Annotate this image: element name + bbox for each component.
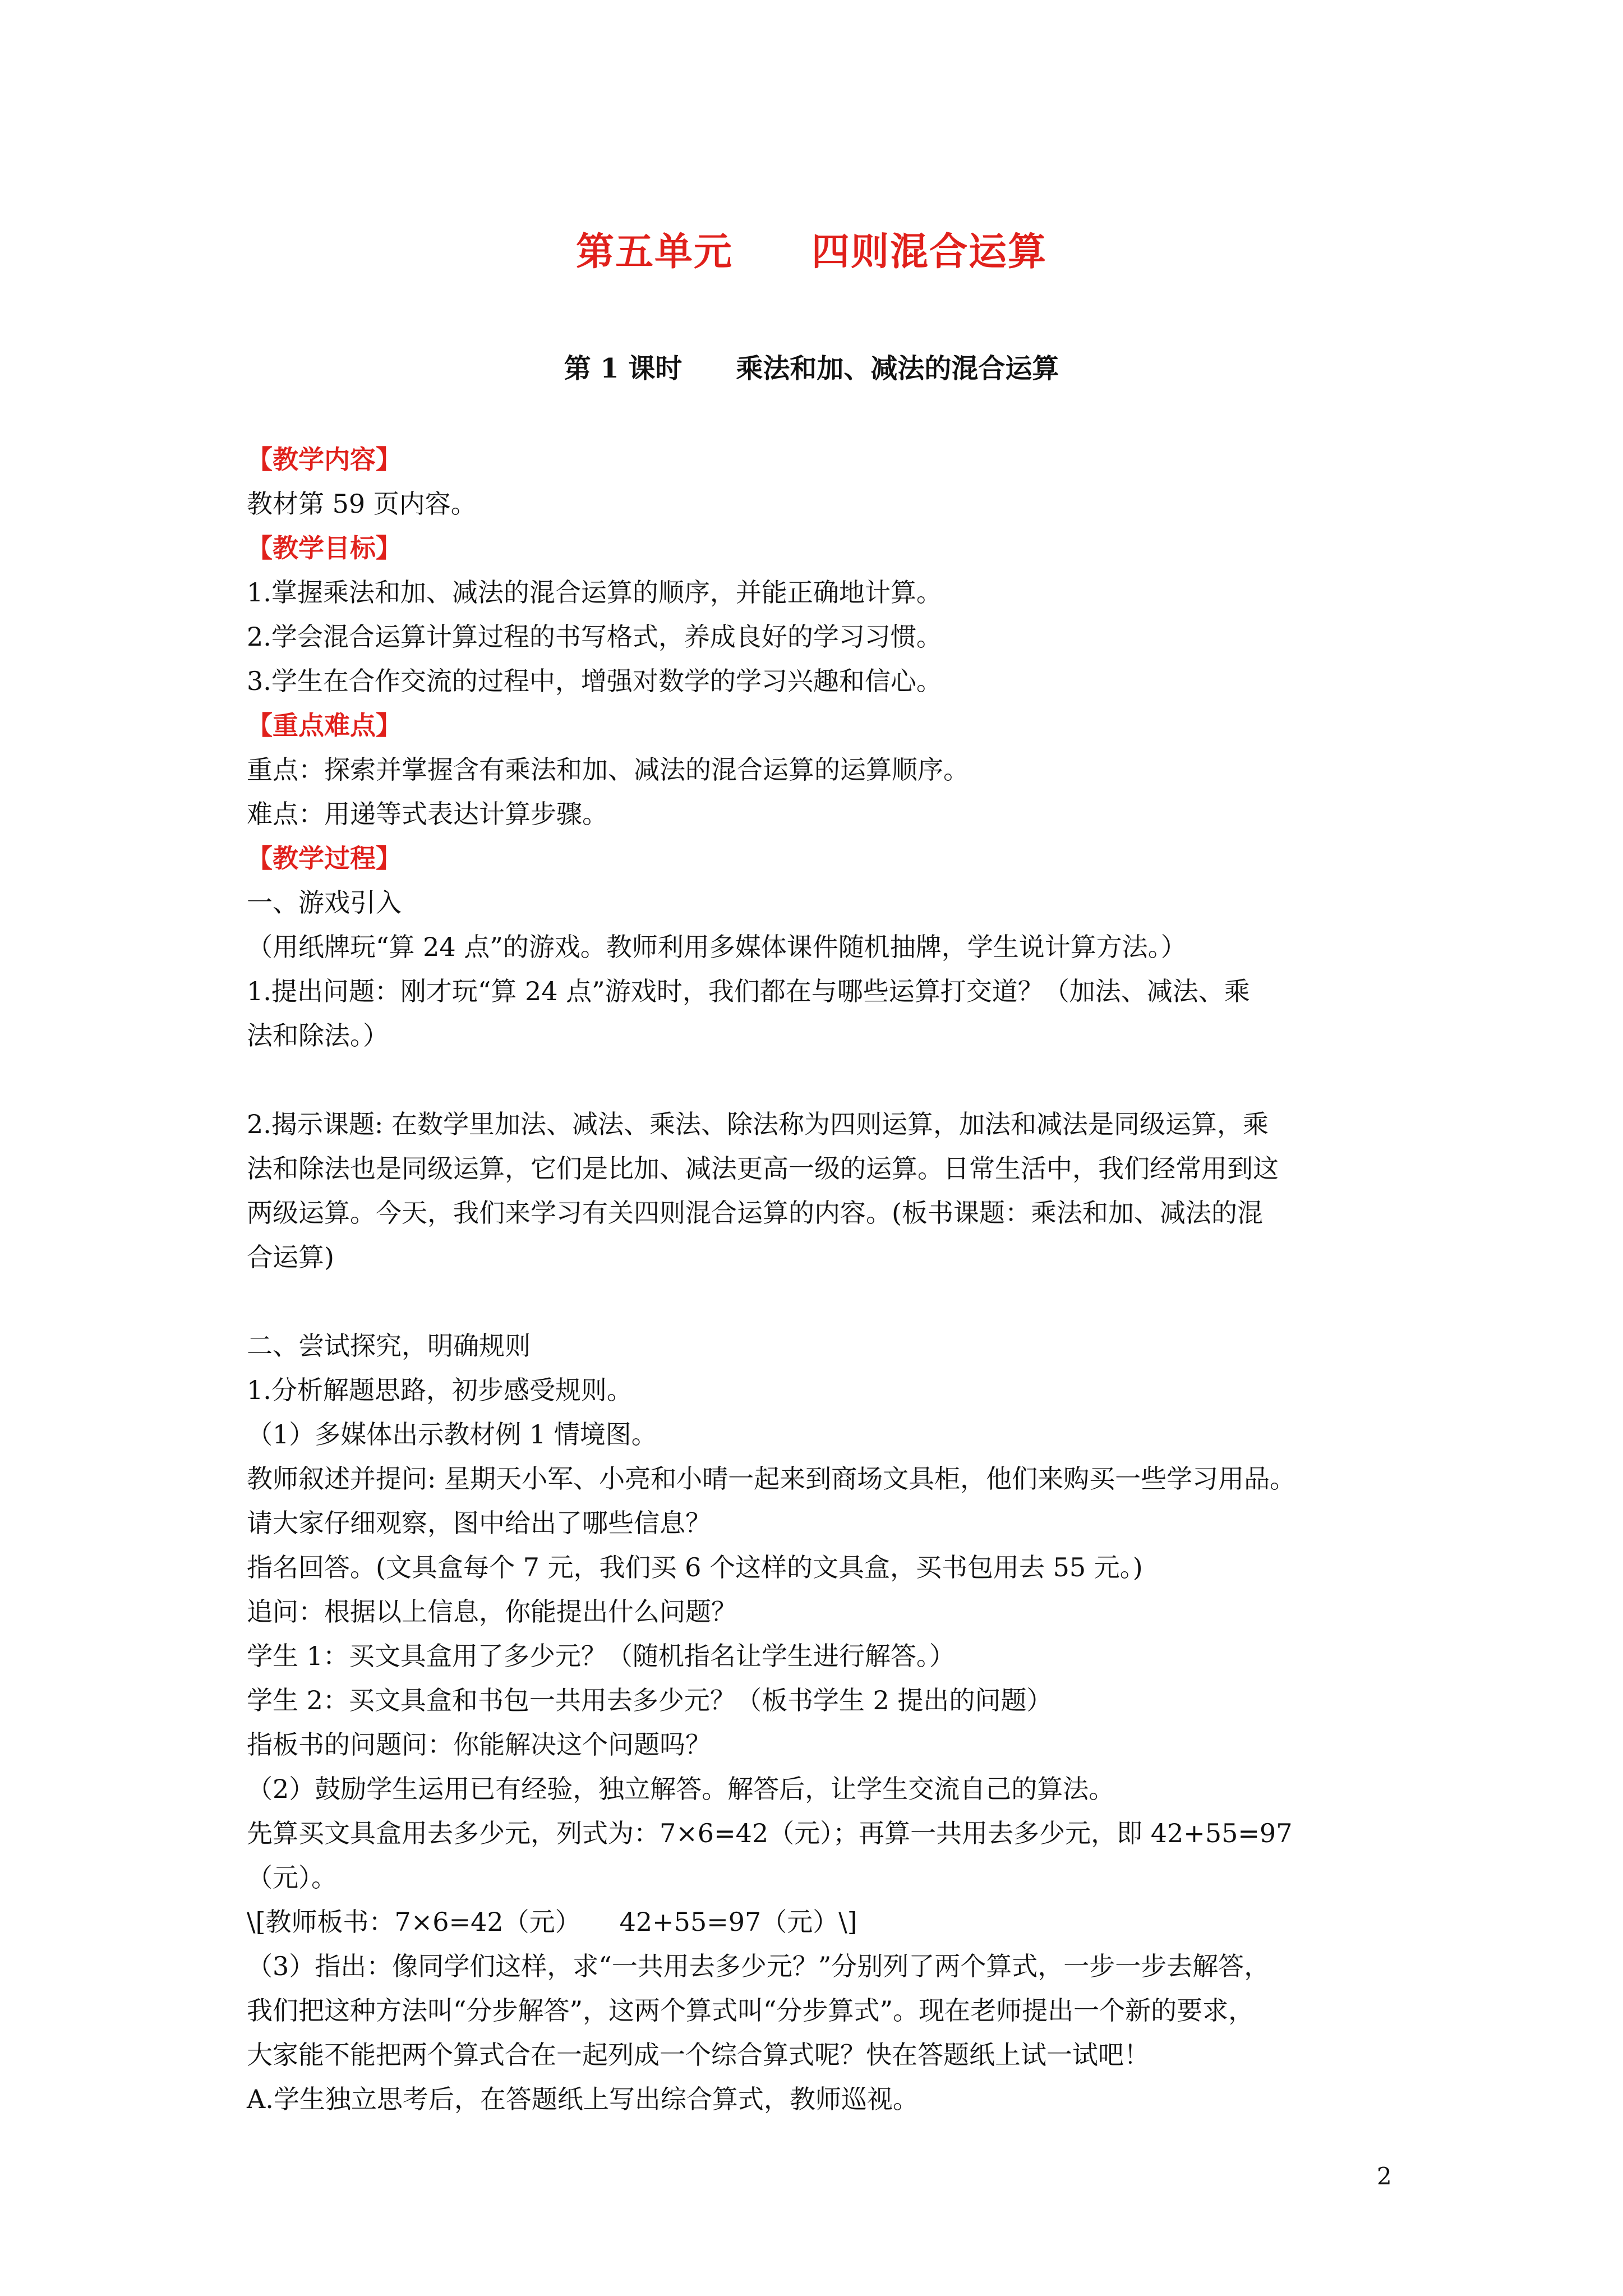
section-heading: 【教学目标】 xyxy=(247,533,402,563)
text-line: 2.学会混合运算计算过程的书写格式，养成良好的学习习惯。 xyxy=(247,622,942,652)
section-heading: 【重点难点】 xyxy=(247,710,402,740)
text-line: （元）。 xyxy=(247,1862,337,1893)
text-line: 二、尝试探究，明确规则 xyxy=(247,1331,531,1361)
text-line: 一、游戏引入 xyxy=(247,887,402,918)
text-line: 合运算) xyxy=(247,1242,334,1272)
document-body xyxy=(247,438,1385,2122)
text-line: 学生 2：买文具盒和书包一共用去多少元？（板书学生 2 提出的问题） xyxy=(247,1685,1053,1715)
text-line: 大家能不能把两个算式合在一起列成一个综合算式呢？快在答题纸上试一试吧！ xyxy=(247,2040,1150,2070)
text-line: （用纸牌玩“算 24 点”的游戏。教师利用多媒体课件随机抽牌，学生说计算方法。） xyxy=(247,932,1187,962)
text-line: 2.揭示课题: 在数学里加法、减法、乘法、除法称为四则运算，加法和减法是同级运算，乘 xyxy=(247,1109,1269,1139)
text-line: 我们把这种方法叫“分步解答”，这两个算式叫“分步算式”。现在老师提出一个新的要求， xyxy=(247,1995,1255,2026)
text-line: 两级运算。今天，我们来学习有关四则混合运算的内容。(板书课题：乘法和加、减法的混 xyxy=(247,1198,1263,1228)
text-line: \[教师板书：7×6=42（元） 42+55=97（元）\] xyxy=(247,1907,857,1937)
text-line: 3.学生在合作交流的过程中，增强对数学的学习兴趣和信心。 xyxy=(247,666,942,696)
text-line: 法和除法也是同级运算，它们是比加、减法更高一级的运算。日常生活中，我们经常用到这 xyxy=(247,1153,1279,1184)
text-line: 1.提出问题：刚才玩“算 24 点”游戏时，我们都在与哪些运算打交道？（加法、减法、乘 xyxy=(247,976,1250,1006)
lesson-title: 第 1 课时 乘法和加、减法的混合运算 xyxy=(564,353,1059,384)
text-line: 1.掌握乘法和加、减法的混合运算的顺序，并能正确地计算。 xyxy=(247,577,942,608)
paragraph-gap xyxy=(247,1280,1385,1324)
text-line: 指板书的问题问：你能解决这个问题吗？ xyxy=(247,1729,711,1760)
unit-title: 第五单元 四则混合运算 xyxy=(575,229,1047,274)
text-line: （3）指出：像同学们这样，求“一共用去多少元？”分别列了两个算式，一步一步去解答， xyxy=(247,1951,1270,1981)
text-line: 追问：根据以上信息，你能提出什么问题？ xyxy=(247,1596,737,1627)
text-line: 法和除法。） xyxy=(247,1020,389,1051)
text-line: 指名回答。(文具盒每个 7 元，我们买 6 个这样的文具盒，买书包用去 55 元。) xyxy=(247,1552,1143,1582)
page-number: 2 xyxy=(1377,2162,1392,2190)
text-line: 教师叙述并提问: 星期天小军、小亮和小晴一起来到商场文具柜，他们来购买一些学习用品。 xyxy=(247,1464,1296,1494)
text-line: 1.分析解题思路，初步感受规则。 xyxy=(247,1375,633,1405)
text-line: （1）多媒体出示教材例 1 情境图。 xyxy=(247,1419,657,1450)
text-line: 难点：用递等式表达计算步骤。 xyxy=(247,799,608,829)
text-line: 先算买文具盒用去多少元，列式为：7×6=42（元）；再算一共用去多少元，即 42+55=97 xyxy=(247,1818,1293,1848)
text-line: 重点：探索并掌握含有乘法和加、减法的混合运算的运算顺序。 xyxy=(247,754,969,785)
text-line: A.学生独立思考后，在答题纸上写出综合算式，教师巡视。 xyxy=(247,2084,919,2114)
text-line: 请大家仔细观察，图中给出了哪些信息？ xyxy=(247,1508,711,1538)
text-line: 学生 1：买文具盒用了多少元？（随机指名让学生进行解答。） xyxy=(247,1641,955,1671)
section-heading: 【教学过程】 xyxy=(247,843,402,873)
section-heading: 【教学内容】 xyxy=(247,444,402,475)
text-line: （2）鼓励学生运用已有经验，独立解答。解答后，让学生交流自己的算法。 xyxy=(247,1774,1115,1804)
paragraph-gap xyxy=(247,1058,1385,1102)
text-line: 教材第 59 页内容。 xyxy=(247,489,477,519)
